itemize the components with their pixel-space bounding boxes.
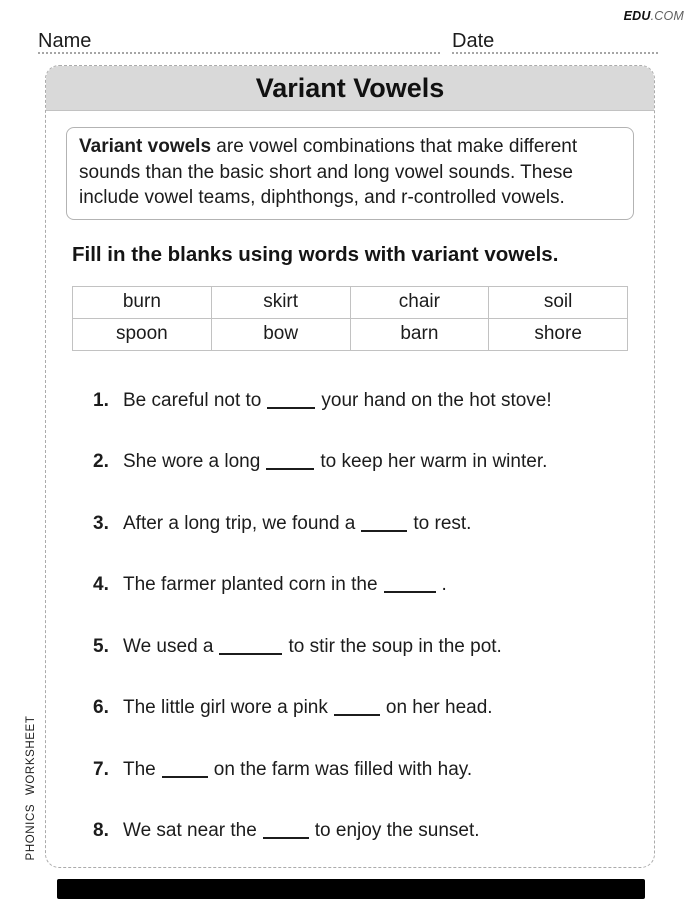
name-field[interactable]: [38, 31, 440, 54]
question-row: [93, 513, 634, 534]
word-bank-row: [73, 286, 628, 318]
answer-blank[interactable]: [263, 827, 309, 839]
answer-blank[interactable]: [266, 458, 314, 470]
question-text-after: to stir the soup in the pot.: [288, 635, 502, 657]
worksheet-body: [46, 127, 654, 841]
question-text-before: The: [123, 758, 156, 780]
word-bank-word: soil: [489, 286, 628, 318]
question-text: [123, 820, 480, 841]
definition-text: are vowel combinations that make different sounds than the basic short and long vowel sounds. These include vowel teams, diphthongs, and r-controlled vowels.: [79, 136, 578, 208]
answer-blank[interactable]: [384, 581, 436, 593]
question-text: [123, 390, 552, 411]
edu-com-logo: [624, 9, 684, 23]
question-text-after: to enjoy the sunset.: [314, 820, 480, 841]
question-text-after: to keep her warm in winter.: [320, 451, 548, 472]
question-text-after: to rest.: [413, 512, 472, 534]
date-field[interactable]: [452, 31, 658, 54]
question-text-before: Be careful not to: [123, 389, 262, 411]
logo-com-text: .COM: [650, 9, 684, 23]
question-text: [123, 759, 472, 780]
question-row: [93, 697, 634, 718]
phonics-worksheet-label: PHONICS WORKSHEET: [25, 715, 37, 861]
question-number: 2.: [93, 451, 109, 472]
question-number: 6.: [93, 697, 109, 718]
answer-blank[interactable]: [162, 766, 208, 778]
question-number: 8.: [93, 820, 109, 841]
worksheet-title: Variant Vowels: [46, 66, 654, 111]
question-text-before: The farmer planted corn in the: [123, 574, 378, 595]
question-text-after: your hand on the hot stove!: [321, 389, 552, 411]
question-number: 7.: [93, 758, 109, 780]
question-text-before: We sat near the: [123, 820, 257, 841]
question-row: [93, 390, 634, 411]
question-text-before: We used a: [123, 635, 214, 657]
questions-list: [93, 390, 634, 842]
name-label: Name: [38, 30, 92, 52]
answer-blank[interactable]: [267, 397, 315, 409]
instruction-heading: Fill in the blanks using words with variant vowels.: [72, 242, 559, 266]
answer-blank[interactable]: [361, 520, 407, 532]
question-text-after: on the farm was filled with hay.: [213, 758, 473, 780]
word-bank-row: [73, 318, 628, 350]
question-number: 4.: [93, 574, 109, 595]
date-label: Date: [452, 30, 495, 52]
question-text: [123, 574, 447, 595]
question-row: [93, 636, 634, 657]
answer-blank[interactable]: [334, 704, 380, 716]
word-bank-word: bow: [211, 318, 350, 350]
question-text: [123, 451, 547, 472]
answer-blank[interactable]: [219, 643, 282, 655]
question-number: 5.: [93, 635, 109, 657]
question-row: [93, 451, 634, 472]
word-bank-word: skirt: [211, 286, 350, 318]
question-row: [93, 574, 634, 595]
word-bank-word: barn: [350, 318, 489, 350]
question-text-after: .: [441, 574, 447, 595]
definition-box: [66, 127, 634, 220]
question-row: [93, 820, 634, 841]
question-text-before: She wore a long: [123, 451, 261, 472]
question-text: [123, 697, 493, 718]
word-bank-word: spoon: [73, 318, 212, 350]
question-row: [93, 759, 634, 780]
question-text: [123, 513, 471, 534]
word-bank-word: chair: [350, 286, 489, 318]
question-number: 1.: [93, 389, 109, 411]
definition-lead: Variant vowels: [79, 136, 212, 157]
word-bank-table: [72, 286, 628, 351]
question-text: [123, 636, 502, 657]
footer-bar: [57, 879, 645, 899]
word-bank-word: shore: [489, 318, 628, 350]
question-text-before: After a long trip, we found a: [123, 512, 356, 534]
worksheet-card: [45, 65, 655, 868]
word-bank-word: burn: [73, 286, 212, 318]
logo-edu-text: EDU: [623, 9, 651, 23]
question-number: 3.: [93, 512, 109, 534]
question-text-before: The little girl wore a pink: [123, 697, 328, 718]
question-text-after: on her head.: [385, 697, 493, 718]
